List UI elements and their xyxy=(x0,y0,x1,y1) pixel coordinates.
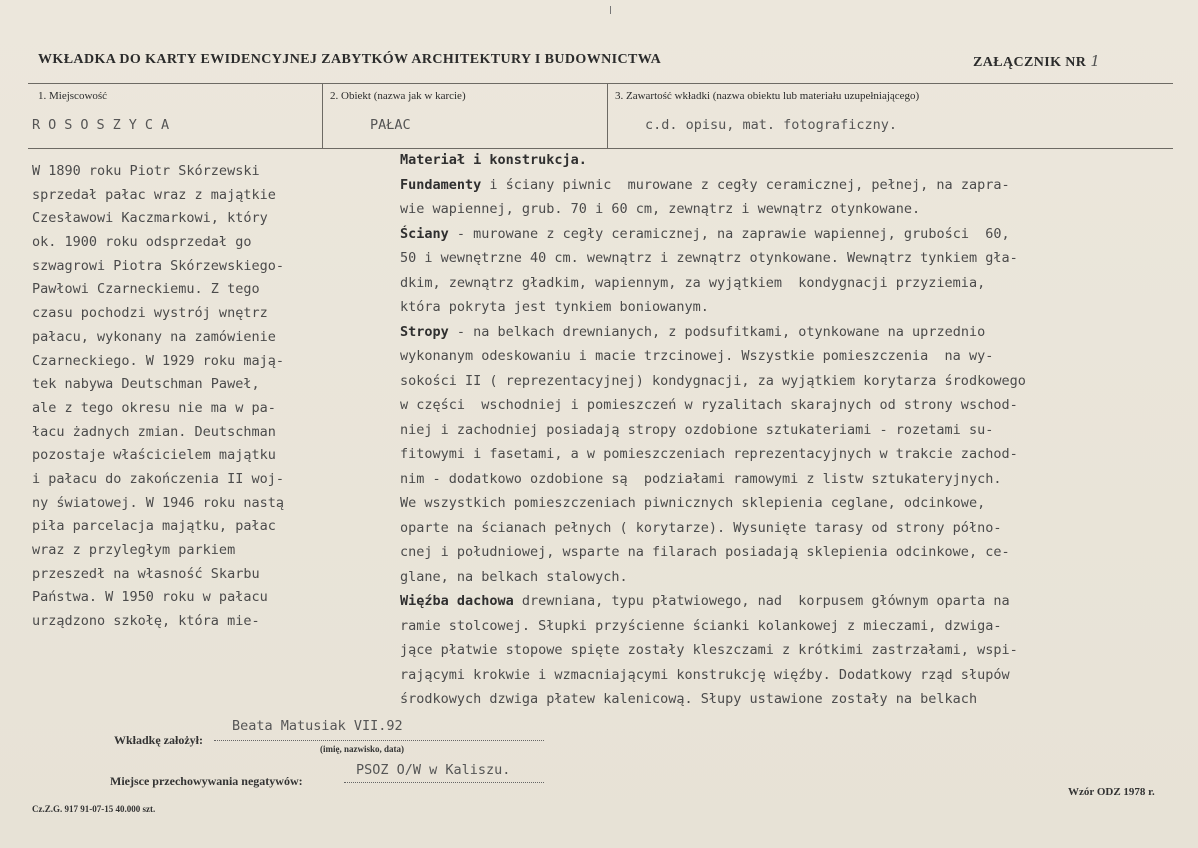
construction-text-line xyxy=(400,222,1026,247)
line-text: wie wapiennej, grub. 70 i 60 cm, zewnątrz i wewnątrz otynkowane. xyxy=(400,201,921,217)
construction-text-line xyxy=(400,540,1026,565)
construction-text-line xyxy=(400,295,1026,320)
line-text: jące płatwie stopowe spięte zostały kleszczami z krótkimi zastrzałami, wspi- xyxy=(400,642,1018,658)
history-text-line: Państwa. W 1950 roku w pałacu xyxy=(32,589,268,606)
insert-by-caption: (imię, nazwisko, data) xyxy=(320,744,404,754)
section-heading: Materiał i konstrukcja. xyxy=(400,152,587,168)
insert-by-label: Wkładkę założył: xyxy=(114,733,203,747)
line-text: wykonanym odeskowaniu i macie trzcinowej. Wszystkie pomieszczenia na wy- xyxy=(400,348,994,364)
construction-text-line xyxy=(400,246,1026,271)
construction-text-line xyxy=(400,271,1026,296)
object-label: 2. Obiekt (nazwa jak w karcie) xyxy=(330,90,466,102)
history-text-line: sprzedał pałac wraz z majątkie xyxy=(32,186,276,203)
construction-text-line xyxy=(400,148,1026,173)
history-text-line: szwagrowi Piotra Skórzewskiego- xyxy=(32,257,284,274)
line-text: We wszystkich pomieszczeniach piwnicznych sklepienia ceglane, odcinkowe, xyxy=(400,495,986,511)
construction-text-line xyxy=(400,369,1026,394)
line-text: i ściany piwnic murowane z cegły ceramicznej, pełnej, na zapra- xyxy=(481,176,1010,193)
history-text-line: ny światowej. W 1946 roku nastą xyxy=(32,494,284,511)
section-heading: Ściany xyxy=(400,225,449,242)
construction-text-line xyxy=(400,393,1026,418)
history-text-line: pałacu, wykonany na zamówienie xyxy=(32,328,276,345)
construction-text-line xyxy=(400,516,1026,541)
object-value: PAŁAC xyxy=(370,117,411,133)
construction-text-column xyxy=(400,148,1026,712)
contents-label: 3. Zawartość wkładki (nazwa obiektu lub materiału uzupełniającego) xyxy=(615,90,920,102)
construction-text-line xyxy=(400,344,1026,369)
line-text: niej i zachodniej posiadają stropy ozdobione sztukateriami - rozetami su- xyxy=(400,421,994,438)
construction-text-line xyxy=(400,638,1026,663)
line-text: 50 i wewnętrzne 40 cm. wewnątrz i zewnątrz otynkowane. Wewnątrz tynkiem gła- xyxy=(400,250,1018,266)
construction-text-line xyxy=(400,614,1026,639)
construction-text-line xyxy=(400,565,1026,590)
history-text-line: W 1890 roku Piotr Skórzewski xyxy=(32,163,260,179)
history-text-line: ok. 1900 roku odsprzedał go xyxy=(32,234,252,251)
form-title: WKŁADKA DO KARTY EWIDENCYJNEJ ZABYTKÓW ARCHITEKTURY I BUDOWNICTWA xyxy=(38,52,662,67)
line-text: rającymi krokwie i wzmacniającymi konstrukcję więźby. Dodatkowy rząd słupów xyxy=(400,666,1010,683)
line-text: sokości II ( reprezentacyjnej) kondygnacji, za wyjątkiem korytarza środkowego xyxy=(400,372,1026,389)
contents-value: c.d. opisu, mat. fotograficzny. xyxy=(645,117,897,133)
margin-mark xyxy=(610,6,611,14)
line-text: która pokryta jest tynkiem boniowanym. xyxy=(400,299,709,315)
construction-text-line xyxy=(400,173,1026,198)
attachment-label: ZAŁĄCZNIK NR xyxy=(973,55,1087,70)
line-text: ramie stolcowej. Słupki przyścienne ścianki kolankowej z mieczami, dzwiga- xyxy=(400,617,1002,634)
line-text: drewniana, typu płatwiowego, nad korpusem głównym oparta na xyxy=(513,593,1010,609)
history-text-line: Czarneckiego. W 1929 roku mają- xyxy=(32,352,284,369)
history-text-line: ale z tego okresu nie ma w pa- xyxy=(32,399,276,416)
construction-text-line xyxy=(400,418,1026,443)
history-text-line: Czesławowi Kaczmarkowi, który xyxy=(32,210,268,227)
insert-by-dotted-line xyxy=(214,740,544,741)
negatives-dotted-line xyxy=(344,782,544,783)
line-text: w części wschodniej i pomieszczeń w ryzalitach skarajnych od strony wschod- xyxy=(400,397,1018,413)
history-text-line: wraz z przyległym parkiem xyxy=(32,542,236,558)
section-heading: Więźba dachowa xyxy=(400,593,514,609)
line-text: dkim, zewnątrz gładkim, wapiennym, za wyjątkiem kondygnacji przyziemia, xyxy=(400,274,986,291)
insert-by-value: Beata Matusiak VII.92 xyxy=(232,718,403,734)
fields-top-rule xyxy=(28,83,1173,84)
construction-text-line xyxy=(400,663,1026,688)
attachment-number-block xyxy=(973,52,1100,71)
history-text-line: łacu żadnych zmian. Deutschman xyxy=(32,423,276,440)
section-heading: Fundamenty xyxy=(400,176,482,193)
construction-text-line xyxy=(400,320,1026,345)
fields-divider-2 xyxy=(607,83,608,148)
form-reference: Wzór ODZ 1978 r. xyxy=(1068,786,1155,798)
history-text-column xyxy=(32,160,332,634)
line-text: - na belkach drewnianych, z podsufitkami, otynkowane na uprzednio xyxy=(448,323,986,340)
line-text: nim - dodatkowo ozdobione są podziałami ramowymi z listw sztukateryjnych. xyxy=(400,470,1002,487)
history-text-line: czasu pochodzi wystrój wnętrz xyxy=(32,305,268,322)
print-code: Cz.Z.G. 917 91-07-15 40.000 szt. xyxy=(32,804,156,814)
history-text-line: i pałacu do zakończenia II woj- xyxy=(32,470,284,487)
line-text: cnej i południowej, wsparte na filarach posiadają sklepienia odcinkowe, ce- xyxy=(400,544,1010,560)
section-heading: Stropy xyxy=(400,323,449,340)
town-label: 1. Miejscowość xyxy=(38,90,108,102)
history-text-line: piła parcelacja majątku, pałac xyxy=(32,518,276,535)
negatives-value: PSOZ O/W w Kaliszu. xyxy=(356,762,511,778)
construction-text-line xyxy=(400,491,1026,516)
line-text: - murowane z cegły ceramicznej, na zaprawie wapiennej, grubości 60, xyxy=(448,225,1010,242)
history-text-line: urządzono szkołę, która mie- xyxy=(32,613,260,630)
town-value: ROSOSZYCA xyxy=(32,117,178,133)
attachment-number: 1 xyxy=(1090,52,1101,70)
line-text: oparte na ścianach pełnych ( korytarze). Wysunięte tarasy od strony półno- xyxy=(400,519,1002,536)
construction-text-line xyxy=(400,589,1026,614)
negatives-label: Miejsce przechowywania negatywów: xyxy=(110,774,303,788)
fields-divider-1 xyxy=(322,83,323,148)
line-text: fitowymi i fasetami, a w pomieszczeniach reprezentacyjnych w trakcie zachod- xyxy=(400,446,1018,462)
construction-text-line xyxy=(400,687,1026,712)
history-text-line: tek nabywa Deutschman Paweł, xyxy=(32,376,260,393)
construction-text-line xyxy=(400,442,1026,467)
history-text-line: pozostaje właścicielem majątku xyxy=(32,447,276,464)
line-text: środkowych dzwiga płatew kalenicową. Słupy ustawione zostały na belkach xyxy=(400,691,978,707)
construction-text-line xyxy=(400,467,1026,492)
construction-text-line xyxy=(400,197,1026,222)
history-text-line: przeszedł na własność Skarbu xyxy=(32,565,260,582)
history-text-line: Pawłowi Czarneckiemu. Z tego xyxy=(32,281,260,298)
line-text: glane, na belkach stalowych. xyxy=(400,568,628,585)
